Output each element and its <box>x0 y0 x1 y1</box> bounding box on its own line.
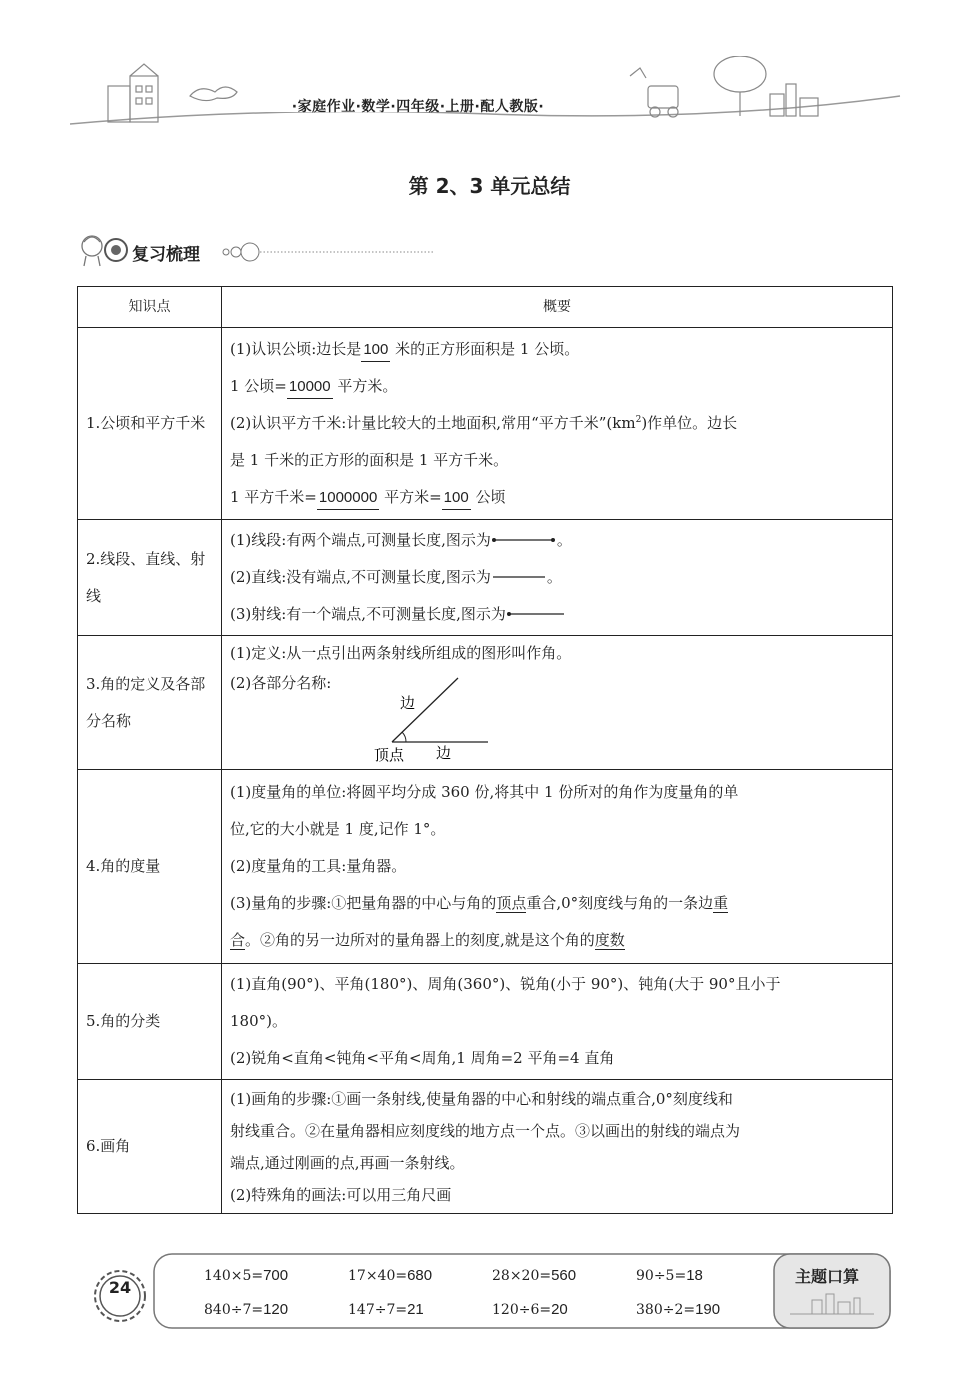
header-title: ·家庭作业·数学·四年级·上册·配人教版· <box>291 99 545 115</box>
text: (2)直线:没有端点,不可测量长度,图示为 <box>230 568 491 586</box>
page-number-text: 24 <box>108 1278 132 1297</box>
calc-question: 17×40= <box>348 1268 408 1284</box>
mental-math-item <box>204 1301 288 1318</box>
mental-math-item <box>636 1301 720 1318</box>
line-segment-figure <box>491 535 557 545</box>
text: (1)定义:从一点引出两条射线所组成的图形叫作角。 <box>230 644 572 662</box>
table-row <box>78 1080 893 1214</box>
text: 1 平方千米= <box>230 488 317 506</box>
text: 1 公顷= <box>230 377 287 395</box>
summary-cell <box>222 770 893 964</box>
table-row <box>78 636 893 770</box>
text: (3)射线:有一个端点,不可测量长度,图示为 <box>230 605 506 623</box>
text: 。 <box>556 531 572 549</box>
text: (2)锐角<直角<钝角<平角<周角,1 周角=2 平角=4 直角 <box>230 1049 615 1067</box>
calc-answer: 20 <box>551 1301 568 1318</box>
text: (3)量角的步骤:①把量角器的中心与角的 <box>230 894 497 912</box>
text: (2)度量角的工具:量角器。 <box>230 857 407 875</box>
calc-answer: 680 <box>407 1267 433 1284</box>
summary-cell <box>222 964 893 1080</box>
calc-question: 147÷7= <box>348 1302 408 1318</box>
text: 。②角的另一边所对的量角器上的刻度,就是这个角的 <box>245 931 595 949</box>
mental-math-item <box>204 1267 288 1284</box>
calc-question: 140×5= <box>204 1268 264 1284</box>
text: 射线重合。②在量角器相应刻度线的地方点一个点。③以画出的射线的端点为 <box>230 1121 741 1140</box>
angle-edge-label: 边 <box>436 744 452 762</box>
straight-line-figure <box>491 572 547 582</box>
topic-cell: 5.角的分类 <box>78 964 222 1080</box>
mental-math-item <box>492 1301 568 1318</box>
topic-cell: 3.角的定义及各部分名称 <box>78 636 222 770</box>
text: (2)特殊角的画法:可以用三角尺画 <box>230 1185 452 1204</box>
text: 180°)。 <box>230 1012 287 1030</box>
angle-diagram <box>360 668 500 764</box>
calc-answer: 560 <box>551 1267 577 1284</box>
text: 。 <box>546 568 562 586</box>
calc-answer: 120 <box>263 1301 289 1318</box>
topic-cell: 1.公顷和平方千米 <box>78 328 222 520</box>
text: 端点,通过刚画的点,再画一条射线。 <box>230 1153 465 1172</box>
text: (1)线段:有两个端点,可测量长度,图示为 <box>230 531 491 549</box>
calc-question: 120÷6= <box>492 1302 552 1318</box>
table-row <box>78 328 893 520</box>
calc-question: 840÷7= <box>204 1302 264 1318</box>
answer: 100 <box>442 487 471 510</box>
table-row <box>78 770 893 964</box>
text: 重合,0°刻度线与角的一条边 <box>526 894 714 912</box>
text: 是 1 千米的正方形的面积是 1 平方千米。 <box>230 451 509 469</box>
superscript: 2 <box>635 415 642 425</box>
text: 平方米= <box>384 488 442 506</box>
page-title: 第 2、3 单元总结 <box>408 174 571 198</box>
text: 位,它的大小就是 1 度,记作 1°。 <box>230 820 446 838</box>
table-header-row <box>78 287 893 328</box>
mental-math-item <box>636 1267 703 1284</box>
calc-answer: 21 <box>407 1301 424 1318</box>
angle-vertex-label: 顶点 <box>374 746 405 764</box>
text: 公顷 <box>475 488 506 506</box>
summary-cell <box>222 1080 893 1214</box>
text: (2)认识平方千米:计量比较大的土地面积,常用“平方千米”(km <box>230 414 636 432</box>
section-header <box>78 230 438 270</box>
answer: 100 <box>361 339 390 362</box>
text: 米的正方形面积是 1 公顷。 <box>395 340 580 358</box>
topic-cell: 2.线段、直线、射线 <box>78 520 222 636</box>
ray-figure <box>506 609 566 619</box>
mental-math-item <box>348 1301 424 1318</box>
footer-label: 主题口算 <box>795 1267 860 1286</box>
table-row <box>78 964 893 1080</box>
summary-cell <box>222 520 893 636</box>
footer-frame <box>94 1250 894 1334</box>
answer: 1000000 <box>317 487 379 510</box>
topic-cell: 4.角的度量 <box>78 770 222 964</box>
summary-cell <box>222 636 893 770</box>
answer: 10000 <box>287 376 333 399</box>
section-label: 复习梳理 <box>132 245 200 265</box>
text: (2)各部分名称: <box>230 674 332 692</box>
col-header-topic: 知识点 <box>78 287 222 328</box>
calc-question: 28×20= <box>492 1268 552 1284</box>
answer: 合 <box>230 931 246 949</box>
text: (1)度量角的单位:将圆平均分成 360 份,将其中 1 份所对的角作为度量角的单 <box>230 783 739 801</box>
text: )作单位。边长 <box>641 414 738 432</box>
calc-answer: 18 <box>686 1267 703 1284</box>
answer: 重 <box>713 894 729 912</box>
mental-math-item <box>348 1267 432 1284</box>
summary-cell <box>222 328 893 520</box>
table-row <box>78 520 893 636</box>
text: (1)认识公顷:边长是 <box>230 340 362 358</box>
knowledge-table <box>77 286 893 1214</box>
text: (1)画角的步骤:①画一条射线,使量角器的中心和射线的端点重合,0°刻度线和 <box>230 1089 733 1108</box>
calc-question: 90÷5= <box>636 1268 687 1284</box>
calc-answer: 700 <box>263 1267 289 1284</box>
calc-answer: 190 <box>695 1301 721 1318</box>
topic-cell: 6.画角 <box>78 1080 222 1214</box>
text: (1)直角(90°)、平角(180°)、周角(360°)、锐角(小于 90°)、钝角(大于 90°且小于 <box>230 975 781 993</box>
angle-edge-label: 边 <box>400 694 416 712</box>
col-header-summary: 概要 <box>222 287 893 328</box>
calc-question: 380÷2= <box>636 1302 696 1318</box>
mental-math-item <box>492 1267 576 1284</box>
answer: 顶点 <box>496 894 527 912</box>
text: 平方米。 <box>337 377 398 395</box>
answer: 度数 <box>594 931 625 949</box>
